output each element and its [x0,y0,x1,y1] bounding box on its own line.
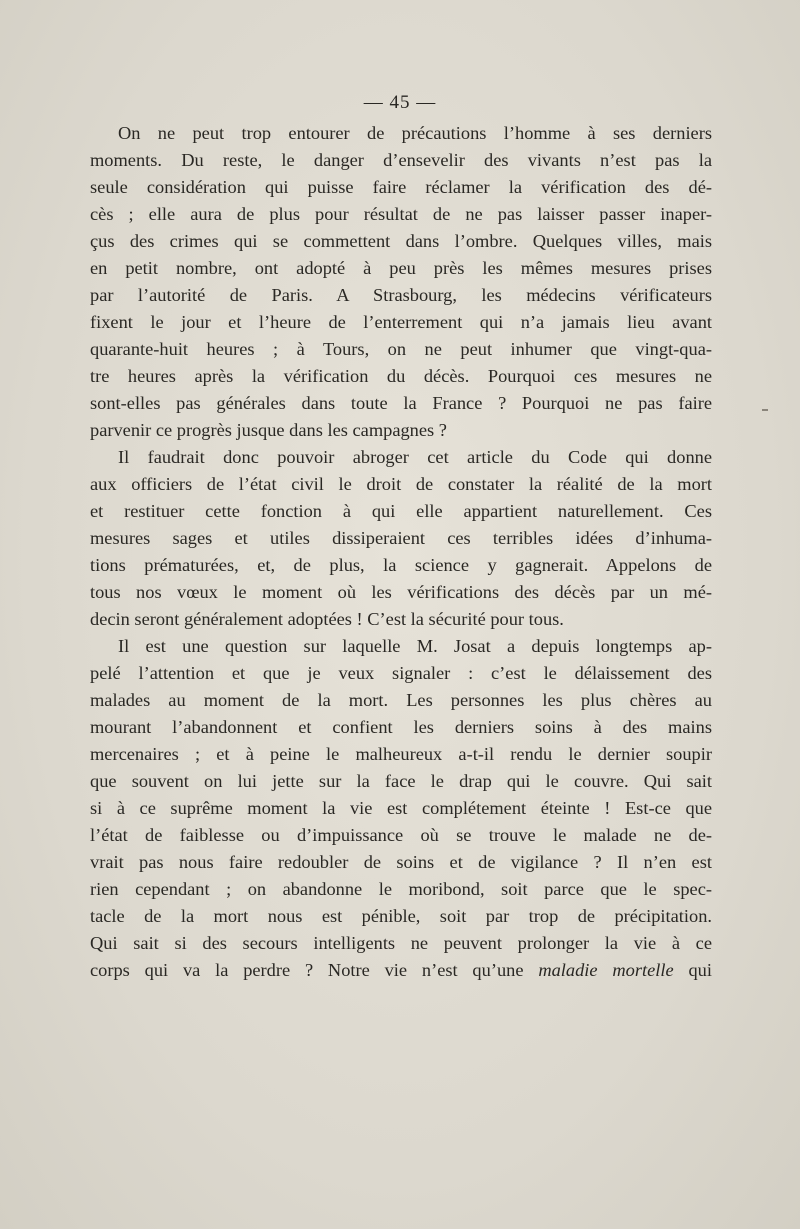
text-line: çus des crimes qui se commettent dans l’ombre. Quelques villes, mais [90,231,712,251]
text-line-start: corps qui va la perdre ? Notre vie n’est qu’une [90,960,524,980]
text-line: quarante-huit heures ; à Tours, on ne peut inhumer que vingt-qua- [90,339,712,359]
text-line: tions prématurées, et, de plus, la science y gagnerait. Appelons de [90,555,712,575]
text-line: tous nos vœux le moment où les vérifications des décès par un mé- [90,582,712,602]
text-line: mercenaires ; et à peine le malheureux a-t-il rendu le dernier soupir [90,744,712,764]
text-line: tre heures après la vérification du décès. Pourquoi ces mesures ne [90,366,712,386]
text-line: parvenir ce progrès jusque dans les campagnes ? [90,420,447,440]
text-line: l’état de faiblesse ou d’impuissance où se trouve le malade ne de- [90,825,712,845]
text-line: aux officiers de l’état civil le droit de constater la réalité de la mort [90,474,712,494]
text-line: par l’autorité de Paris. A Strasbourg, les médecins vérificateurs [90,285,712,305]
text-line: que souvent on lui jette sur la face le drap qui le couvre. Qui sait [90,771,712,791]
text-line: moments. Du reste, le danger d’ensevelir des vivants n’est pas la [90,150,712,170]
text-line: malades au moment de la mort. Les personnes les plus chères au [90,690,712,710]
text-line: vrait pas nous faire redoubler de soins et de vigilance ? Il n’en est [90,852,712,872]
text-line: en petit nombre, ont adopté à peu près les mêmes mesures prises [90,258,712,278]
text-line: mesures sages et utiles dissiperaient ces terribles idées d’inhuma- [90,528,712,548]
text-line: cès ; elle aura de plus pour résultat de ne pas laisser passer inaper- [90,204,712,224]
text-line: tacle de la mort nous est pénible, soit par trop de précipitation. [90,906,712,926]
text-line: si à ce suprême moment la vie est complétement éteinte ! Est-ce que [90,798,712,818]
text-line: et restituer cette fonction à qui elle appartient naturellement. Ces [90,501,712,521]
margin-mark [762,409,768,411]
text-line: Qui sait si des secours intelligents ne peuvent prolonger la vie à ce [90,933,712,953]
text-line: mourant l’abandonnent et confient les derniers soins à des mains [90,717,712,737]
text-line [90,957,712,984]
text-line: rien cependant ; on abandonne le moribond, soit parce que le spec- [90,879,712,899]
text-line-end: qui [673,960,712,980]
page-number: — 45 — [363,92,437,113]
text-line: fixent le jour et l’heure de l’enterrement qui n’a jamais lieu avant [90,312,712,332]
text-line: decin seront généralement adoptées ! C’est la sécurité pour tous. [90,609,564,629]
text-line: sont-elles pas générales dans toute la France ? Pourquoi ne pas faire [90,393,712,413]
text-line: pelé l’attention et que je veux signaler : c’est le délaissement des [90,663,712,683]
text-line: On ne peut trop entourer de précautions l’homme à ses derniers [118,123,712,143]
text-line: Il est une question sur laquelle M. Josat a depuis longtemps ap- [118,636,712,656]
text-line: seule considération qui puisse faire réclamer la vérification des dé- [90,177,712,197]
italic-phrase: maladie mortelle [538,960,674,980]
body-text [90,120,712,984]
text-line: Il faudrait donc pouvoir abroger cet article du Code qui donne [118,447,712,467]
